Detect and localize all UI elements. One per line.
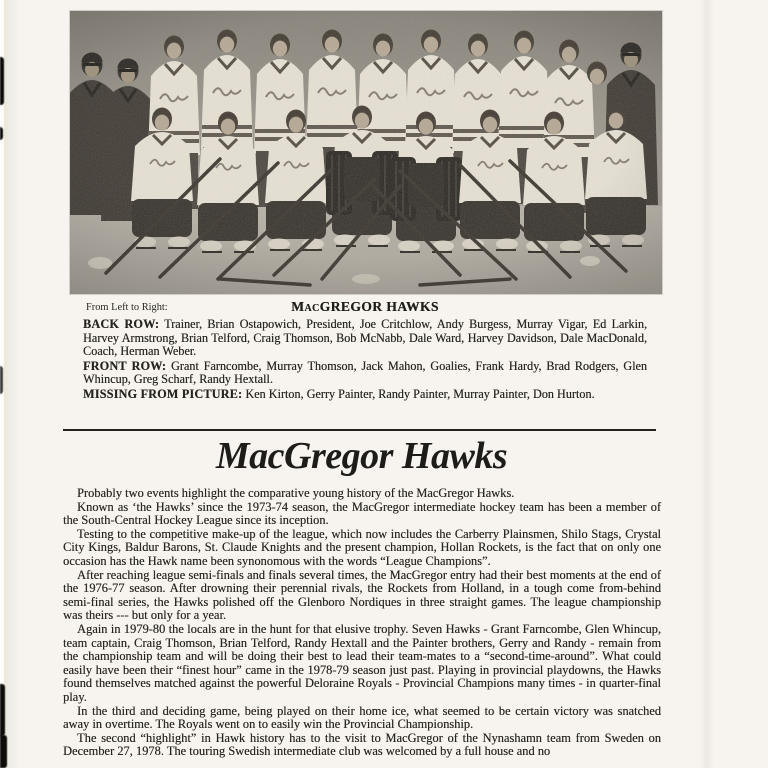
binding-mark [0,366,3,394]
article-paragraph-6: In the third and deciding game, being played on their home ice, what seemed to be certain victory was snatched away in overtime. The Royals went on to easily win the Provincial Championship. [63,703,661,732]
caption-back-row-names: Trainer, Brian Ostapowich, President, Joe Critchlow, Andy Burgess, Murray Vigar, Ed Larkin, Harvey Armstrong, Brian Telford, Craig Thomson, Bob McNabb, Dale Ward, Harvey Davidson, Dale MacDonald, Coach, Herman Weber. [83,317,647,359]
article-paragraph-3: Testing to the competitive make-up of the league, which now includes the Carberry Plainsmen, Shilo Stags, Crystal City Kings, Baldur Barons, St. Claude Knights and the present champion, Hollan Rockets, is the fact that on only one occasion has the Hawk name been synonomous with the words “League Champions”. [63,526,661,568]
article-title: MacGregor Hawks [215,435,508,477]
caption-missing-row [83,388,647,402]
article-paragraph-2: Known as ‘the Hawks’ since the 1973-74 season, the MacGregor intermediate hockey team has been a member of the South-Central Hockey League since its inception. [63,499,661,528]
page-binding-edge [0,0,22,768]
binding-mark [0,57,4,105]
binding-mark [0,735,7,768]
caption-direction-label: From Left to Right: [86,302,168,313]
article-paragraph-5: Again in 1979-80 the locals are in the hunt for that elusive trophy. Seven Hawks - Grant Farncombe, Glen Whincup, team captain, Craig Thomson, Brian Telford, Randy Hextall and the Painter brothers, Gerry and Randy - remain from the championship team and will be doing their best to lead their team-mates to a “second-time-around”. What could easily have been their “finest hour” came in the 1978-79 season just past. Playing in provincial playdowns, the Hawks found themselves matched against the powerful Deloraine Royals - Provincial Champions many times - in quarter-final play. [63,621,661,704]
team-photo-illustration [70,11,662,294]
caption-header [83,299,647,315]
photo-caption [83,299,647,403]
caption-front-row-names: Grant Farncombe, Murray Thomson, Jack Mahon, Goalies, Frank Hardy, Brad Rodgers, Glen Whincup, Greg Scharf, Randy Hextall. [83,358,647,387]
section-divider-rule [63,429,656,431]
caption-front-row [83,360,647,387]
article-paragraph-4: After reaching league semi-finals and finals several times, the MacGregor entry had their best moments at the end of the 1976-77 season. After drowning their perennial rivals, the Rockets from Holland, in a tough come from-behind semi-final series, the Hawks polished off the Glenboro Nordiques in three straight games. The league championship was theirs --- but only for a year. [63,567,661,623]
caption-front-row-label: FRONT ROW: [83,358,167,373]
team-photo [70,11,662,294]
article-paragraph-1: Probably two events highlight the comparative young history of the MacGregor Hawks. [77,486,515,500]
caption-back-row-label: BACK ROW: [83,317,160,331]
caption-back-row [83,318,647,359]
caption-missing-names: Ken Kirton, Gerry Painter, Randy Painter, Murray Painter, Don Hurton. [242,386,595,401]
article-paragraph-7: The second “highlight” in Hawk history has to the visit to MacGregor of the Nynashamn team from Sweden on December 27, 1978. The touring Swedish intermediate club was welcomed by a full house and no [63,730,661,759]
caption-missing-label: MISSING FROM PICTURE: [83,386,243,401]
binding-mark [0,684,5,736]
binding-mark [0,127,3,140]
caption-photo-title: MacGREGOR HAWKS [291,299,439,314]
page-crease [700,0,714,768]
article-body [63,487,661,759]
